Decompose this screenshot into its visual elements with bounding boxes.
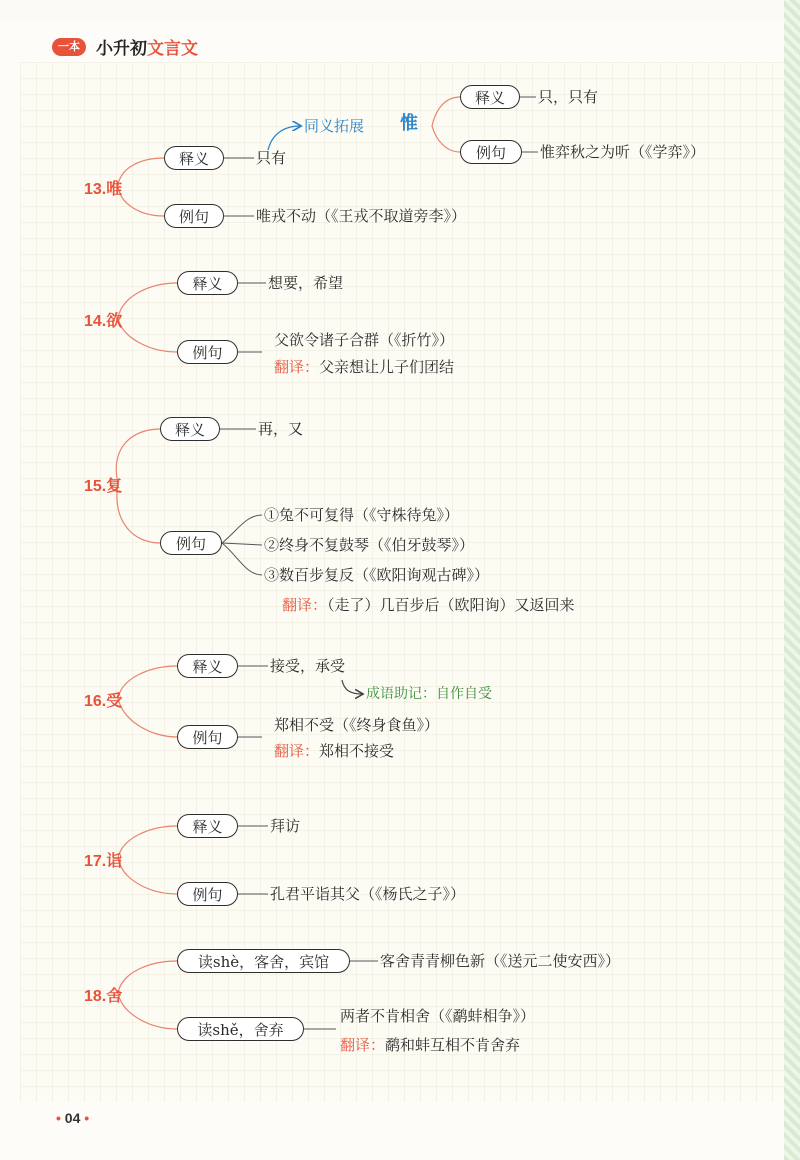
entry-16-example-pill: 例句 <box>177 725 238 749</box>
entry-13-extension-meaning-pill: 释义 <box>460 85 520 109</box>
entry-16-idiom: 自作自受 <box>436 686 492 702</box>
entry-16-meaning: 接受，承受 <box>270 657 346 675</box>
entry-14-example: 父欲令诸子合群（《折竹》） <box>274 331 455 349</box>
page-number: • 04 • <box>56 1110 90 1126</box>
entry-18-translation: 鹬和蚌互相不肯舍弃 <box>385 1036 521 1054</box>
entry-13-extension-label: 同义拓展 <box>304 117 365 135</box>
entry-13-extension-word: 惟 <box>400 113 418 134</box>
entry-13-extension-example: 惟弈秋之为听（《学弈》） <box>540 143 706 161</box>
entry-15-example-1: ①兔不可复得（《守株待兔》） <box>264 506 460 524</box>
entry-13-meaning-pill: 释义 <box>164 146 224 170</box>
entry-18-example2: 两者不肯相舍（《鹬蚌相争》） <box>340 1007 536 1025</box>
entry-15-example-2: ②终身不复鼓琴（《伯牙鼓琴》） <box>264 536 475 554</box>
entry-15-word: 15.复 <box>84 478 123 495</box>
entry-15-translation: （走了）几百步后（欧阳询）又返回来 <box>327 596 575 614</box>
page-number-value: 04 <box>64 1110 81 1126</box>
entry-14-meaning: 想要，希望 <box>268 274 344 292</box>
entry-14-translation-line <box>274 357 454 377</box>
entry-18-translation-label: 翻译： <box>340 1036 386 1054</box>
entry-16-translation-line <box>274 741 394 761</box>
entry-13-extension-example-pill: 例句 <box>460 140 522 164</box>
header-title-part1: 小升初 <box>96 39 147 58</box>
entry-16-word: 16.受 <box>84 693 123 710</box>
entry-13-word: 13.唯 <box>84 181 123 198</box>
entry-17-meaning: 拜访 <box>270 817 301 835</box>
entry-17-example-pill: 例句 <box>177 882 238 906</box>
entry-18-translation-line <box>340 1035 520 1055</box>
entry-18-word: 18.舍 <box>84 988 123 1005</box>
entry-16-meaning-pill: 释义 <box>177 654 238 678</box>
entry-16-idiom-label: 成语助记： <box>366 686 436 702</box>
entry-14-translation-label: 翻译： <box>274 358 320 376</box>
entry-16-example: 郑相不受（《终身食鱼》） <box>274 716 440 734</box>
entry-14-example-pill: 例句 <box>177 340 238 364</box>
entry-17-example: 孔君平诣其父（《杨氏之子》） <box>270 885 466 903</box>
entry-15-example-3: ③数百步复反（《欧阳询观古碑》） <box>264 566 490 584</box>
entry-18-reading1-pill: 读shè，客舍，宾馆 <box>177 949 350 973</box>
entry-16-translation-label: 翻译： <box>274 742 320 760</box>
entry-15-translation-line <box>282 595 575 615</box>
entry-14-meaning-pill: 释义 <box>177 271 238 295</box>
entry-13-example: 唯戎不动（《王戎不取道旁李》） <box>256 207 467 225</box>
entry-13-example-pill: 例句 <box>164 204 224 228</box>
entry-15-example-pill: 例句 <box>160 531 222 555</box>
entry-15-meaning: 再，又 <box>258 420 304 438</box>
entry-14-translation: 父亲想让儿子们团结 <box>319 358 455 376</box>
entry-15-meaning-pill: 释义 <box>160 417 220 441</box>
header-badge: 一本 <box>52 38 86 56</box>
entry-16-idiom-line <box>366 684 492 704</box>
entry-17-word: 17.诣 <box>84 853 123 870</box>
entry-14-word: 14.欲 <box>84 313 123 330</box>
entry-16-translation: 郑相不接受 <box>319 742 395 760</box>
entry-13-meaning: 只有 <box>256 149 287 167</box>
entry-13-extension-meaning: 只，只有 <box>538 88 599 106</box>
entry-18-reading2-pill: 读shě，舍弃 <box>177 1017 304 1041</box>
entry-18-example1: 客舍青青柳色新（《送元二使安西》） <box>380 952 621 970</box>
header-title-part2: 文言文 <box>147 39 198 58</box>
entry-15-translation-label: 翻译： <box>282 596 328 614</box>
entry-17-meaning-pill: 释义 <box>177 814 238 838</box>
